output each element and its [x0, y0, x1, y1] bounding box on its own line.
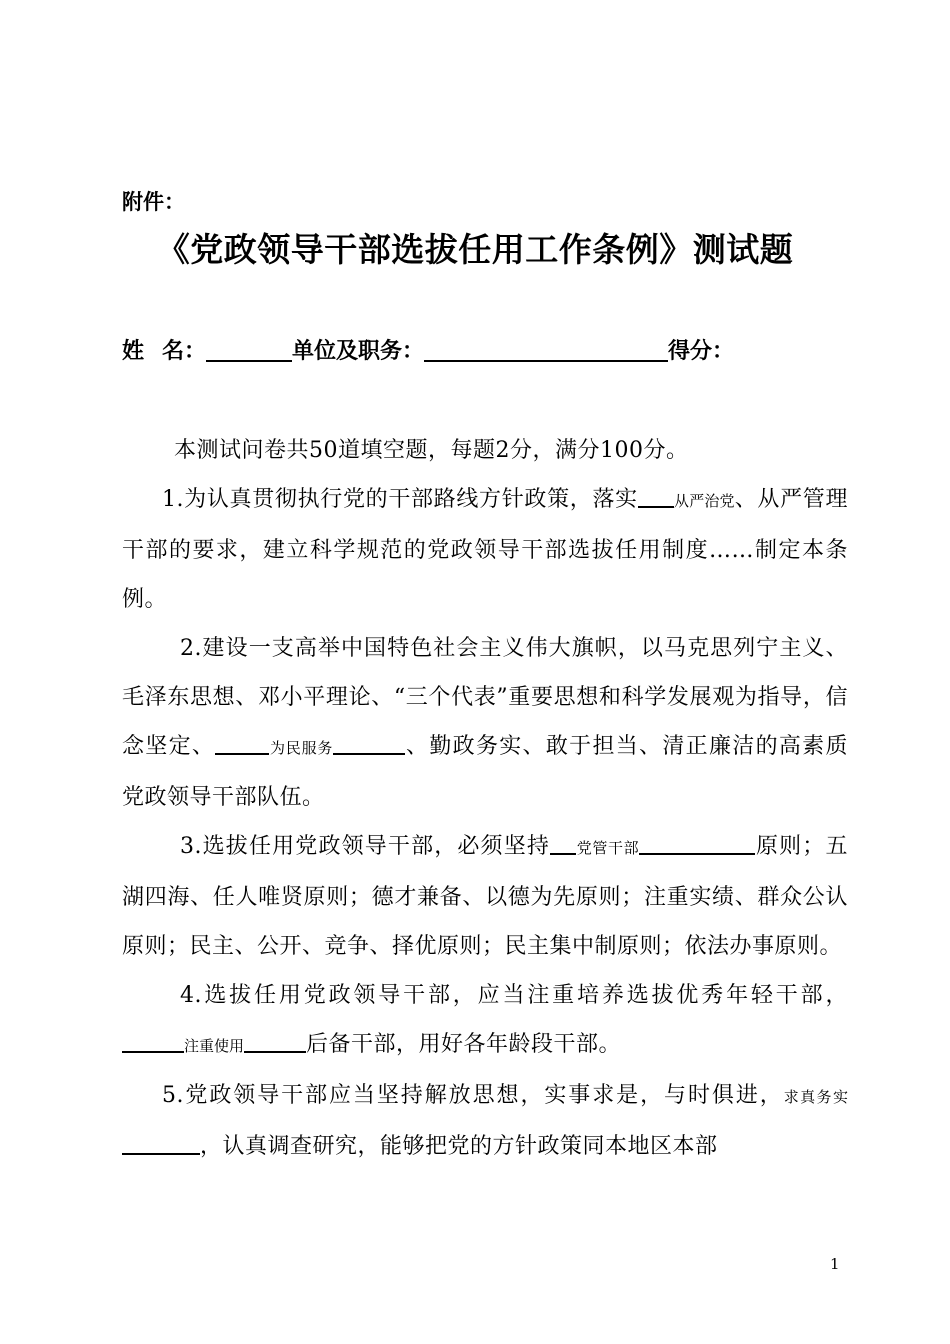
question-text: 5.党政领导干部应当坚持解放思想，实事求是，与时俱进，	[162, 1083, 784, 1108]
question-text: 2.建设一支高举中国特色社会主义伟大旗帜，以马克思列宁主义、毛泽东思想、邓小平理论、“三个代表”重要思想和科学发展观为指导，信念坚定、	[122, 636, 848, 759]
answer-blank[interactable]	[122, 1137, 200, 1155]
attachment-label: 附件：	[122, 190, 185, 214]
question-4	[122, 971, 848, 1071]
question-text: 、勤政务实、敢于担当、清正廉洁的高素质党政领导干部队伍。	[122, 734, 848, 810]
answer-blank[interactable]	[638, 490, 674, 508]
question-text: 原则；五湖四海、任人唯贤原则；德才兼备、以德为先原则；注重实绩、群众公认原则；民主、公开、竞争、择优原则；民主集中制原则；依法办事原则。	[122, 834, 848, 959]
question-2	[122, 624, 848, 822]
score-label: 得分：	[668, 339, 735, 364]
name-label: 名：	[162, 339, 207, 364]
question-3	[122, 822, 848, 971]
answer-text: 从严治党	[673, 492, 735, 510]
question-text: 4.选拔任用党政领导干部，应当注重培养选拔优秀年轻干部，	[180, 983, 848, 1008]
info-line	[122, 334, 734, 365]
question-text: 、从严管理干部的要求，建立科学规范的党政领导干部选拔任用制度……制定本条例。	[122, 487, 848, 612]
answer-blank[interactable]	[244, 1035, 306, 1053]
name-field[interactable]	[206, 338, 292, 362]
answer-blank[interactable]	[215, 737, 269, 755]
document-title: 《党政领导干部选拔任用工作条例》测试题	[156, 230, 794, 269]
answer-blank[interactable]	[550, 837, 576, 855]
answer-blank[interactable]	[333, 737, 405, 755]
question-text: 1.为认真贯彻执行党的干部路线方针政策，落实	[162, 487, 638, 512]
question-1	[122, 475, 848, 624]
question-text: ，认真调查研究，能够把党的方针政策同本地区本部	[200, 1134, 718, 1159]
answer-blank[interactable]	[122, 1035, 184, 1053]
answer-text: 求真务实	[783, 1088, 848, 1106]
question-5	[122, 1071, 848, 1171]
answer-text: 党管干部	[576, 839, 640, 857]
unit-label: 单位及职务：	[292, 339, 425, 364]
question-text: 3.选拔任用党政领导干部，必须坚持	[180, 834, 551, 859]
intro-paragraph: 本测试问卷共50道填空题，每题2分，满分100分。	[174, 438, 689, 463]
answer-text: 为民服务	[269, 739, 334, 757]
unit-field[interactable]	[424, 338, 668, 362]
question-text: 后备干部，用好各年龄段干部。	[306, 1032, 622, 1057]
page-number: 1	[830, 1255, 840, 1273]
answer-blank[interactable]	[639, 837, 755, 855]
answer-text: 注重使用	[184, 1037, 245, 1055]
name-label-char: 姓	[122, 339, 145, 364]
document-body	[122, 426, 848, 1171]
